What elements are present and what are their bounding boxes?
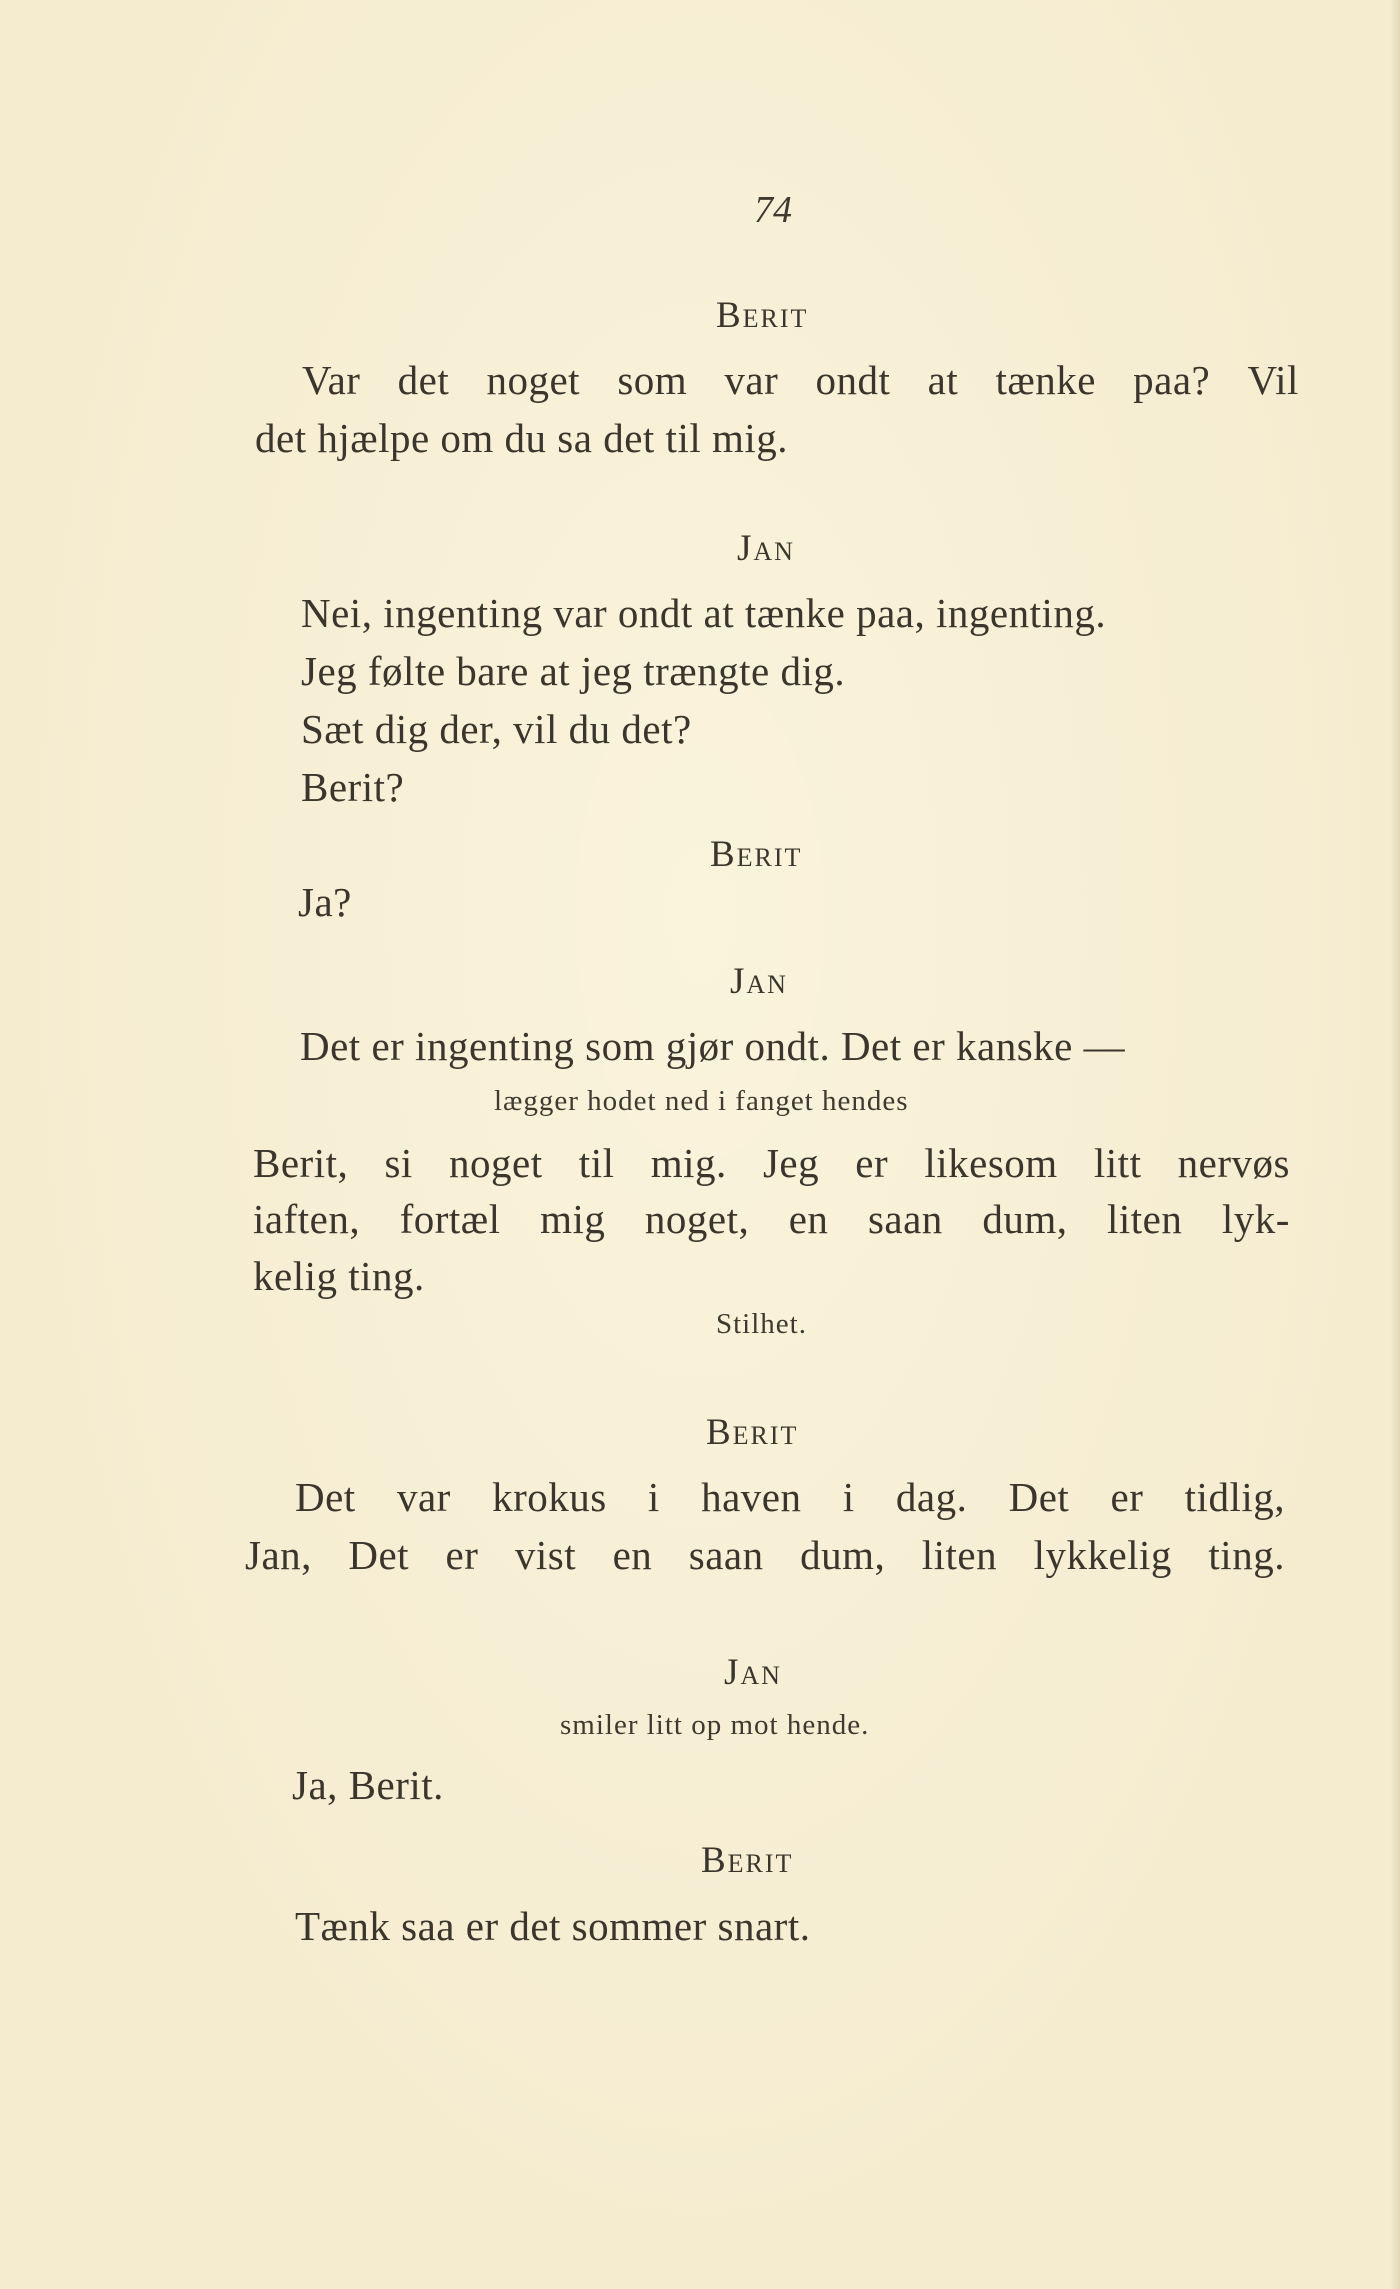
word: dag. [895, 1474, 968, 1520]
word: til [578, 1140, 615, 1186]
word: liten [1107, 1196, 1183, 1242]
word: dum, [982, 1196, 1068, 1242]
word: mig. [650, 1140, 727, 1186]
word: i [647, 1474, 660, 1520]
dialogue-line [302, 357, 1299, 403]
word: nervøs [1177, 1140, 1290, 1186]
word: ting. [1208, 1532, 1285, 1578]
dialogue-line: kelig ting. [253, 1253, 425, 1299]
word: krokus [492, 1474, 607, 1520]
dialogue-text [302, 357, 1299, 403]
word: vist [514, 1532, 577, 1578]
speaker-name: Berit [701, 1840, 794, 1881]
stage-direction: Stilhet. [716, 1308, 807, 1340]
word: er [1110, 1474, 1144, 1520]
word: ondt [815, 357, 891, 403]
word: Det [295, 1474, 356, 1520]
dialogue-line: Berit? [301, 764, 405, 810]
dialogue-line: Det er ingenting som gjør ondt. Det er kanske — [300, 1023, 1126, 1069]
word: noget [449, 1140, 543, 1186]
word: mig [540, 1196, 606, 1242]
word: er [855, 1140, 889, 1186]
speaker-name: Jan [730, 961, 788, 1002]
page-number: 74 [754, 189, 792, 231]
dialogue-line [253, 1140, 1290, 1186]
dialogue-line: det hjælpe om du sa det til mig. [255, 415, 789, 461]
page-edge-shadow [1390, 0, 1400, 2289]
speaker-name: Berit [706, 1412, 799, 1453]
dialogue-line: Tænk saa er det sommer snart. [295, 1903, 811, 1949]
word: en [612, 1532, 653, 1578]
dialogue-text [295, 1474, 1285, 1520]
word: likesom [924, 1140, 1058, 1186]
stage-direction: smiler litt op mot hende. [560, 1709, 870, 1741]
dialogue-text [253, 1140, 1290, 1186]
word: var [724, 357, 779, 403]
word: var [396, 1474, 451, 1520]
speaker-name: Jan [724, 1652, 782, 1693]
word: Det [1008, 1474, 1070, 1520]
dialogue-line: Ja? [298, 879, 352, 925]
word: dum, [800, 1532, 886, 1578]
word: noget [486, 357, 581, 403]
word: Jan, [245, 1532, 312, 1578]
word: noget, [644, 1196, 750, 1242]
word: lykkelig [1033, 1532, 1172, 1578]
word: tænke [995, 357, 1096, 403]
word: at [927, 357, 959, 403]
word: Det [348, 1532, 410, 1578]
word: si [384, 1140, 413, 1186]
word: er [445, 1532, 479, 1578]
word: Vil [1247, 357, 1299, 403]
dialogue-line [253, 1196, 1290, 1242]
word: haven [701, 1474, 802, 1520]
word: tidlig, [1184, 1474, 1285, 1520]
word: som [617, 357, 688, 403]
dialogue-line [295, 1474, 1285, 1520]
dialogue-text [245, 1532, 1285, 1578]
word: litt [1093, 1140, 1142, 1186]
word: Berit, [253, 1140, 349, 1186]
dialogue-line: Sæt dig der, vil du det? [301, 706, 692, 752]
speaker-name: Berit [716, 295, 809, 336]
word: det [397, 357, 450, 403]
word: saan [688, 1532, 764, 1578]
word: Var [302, 357, 361, 403]
speaker-name: Jan [737, 528, 795, 569]
word: saan [867, 1196, 943, 1242]
dialogue-line: Jeg følte bare at jeg trængte dig. [301, 648, 846, 694]
speaker-name: Berit [710, 834, 803, 875]
dialogue-text [253, 1196, 1290, 1242]
word: iaften, [253, 1196, 361, 1242]
dialogue-line: Nei, ingenting var ondt at tænke paa, ingenting. [301, 590, 1107, 636]
stage-direction: lægger hodet ned i fanget hendes [494, 1085, 909, 1117]
word: i [842, 1474, 855, 1520]
word: lyk- [1221, 1196, 1290, 1242]
dialogue-line [245, 1532, 1285, 1578]
dialogue-line: Ja, Berit. [292, 1762, 444, 1808]
word: Jeg [762, 1140, 820, 1186]
word: paa? [1133, 357, 1211, 403]
word: en [788, 1196, 829, 1242]
word: fortæl [399, 1196, 501, 1242]
word: liten [921, 1532, 998, 1578]
